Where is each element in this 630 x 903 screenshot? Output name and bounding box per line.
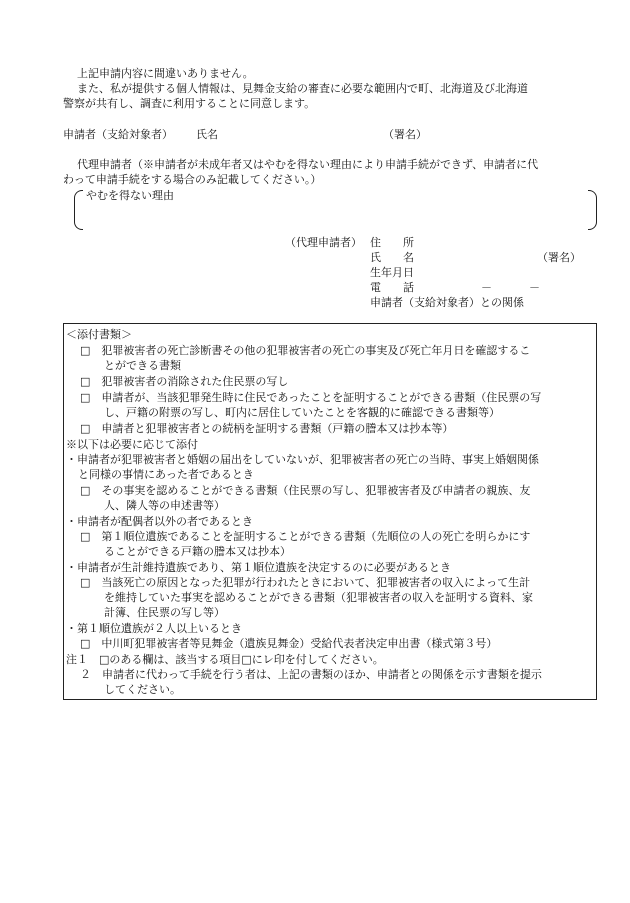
attachment-item-4: □ 申請者と犯罪被害者との続柄を証明する書類（戸籍の謄本又は抄本等） bbox=[80, 422, 454, 435]
proxy-name-label: 氏 名 bbox=[370, 251, 414, 264]
proxy-sign-label: （署名） bbox=[537, 251, 581, 264]
proxy-intro-line-2: わって申請手続をする場合のみ記載してください。） bbox=[63, 173, 322, 186]
condition-4: ・第１順位遺族が２人以上いるとき bbox=[66, 622, 242, 635]
attachment-item-1-line-1: □ 犯罪被害者の死亡診断書その他の犯罪被害者の死亡の事実及び死亡年月日を確認するこ bbox=[80, 344, 531, 357]
attachment-item-1-line-2: とができる書類 bbox=[104, 359, 181, 372]
proxy-address-label: 住 所 bbox=[370, 236, 414, 249]
condition-2: ・申請者が配偶者以外の者であるとき bbox=[66, 515, 253, 528]
attachment-item-3-line-2: し、戸籍の附票の写し、町内に居住していたことを客観的に確認できる書類等） bbox=[104, 406, 500, 419]
declaration-line-1: 上記申請内容に間違いありません。 bbox=[77, 67, 254, 80]
declaration-line-2: また、私が提供する個人情報は、見舞金支給の審査に必要な範囲内で町、北海道及び北海道 bbox=[77, 82, 528, 95]
note-2-line-2: してください。 bbox=[104, 683, 181, 696]
phone-separator-1: － bbox=[481, 281, 492, 294]
proxy-dob-label: 生年月日 bbox=[370, 266, 414, 279]
attachment-item-2: □ 犯罪被害者の消除された住民票の写し bbox=[80, 375, 289, 388]
condition-1-line-2: と同様の事情にあった者であるとき bbox=[78, 468, 254, 481]
applicant-sign-label: （署名） bbox=[383, 128, 427, 141]
proxy-phone-label: 電 話 bbox=[370, 281, 414, 294]
condition-2-item-line-2: ることができる戸籍の謄本又は抄本） bbox=[104, 545, 291, 558]
condition-2-item-line-1: □ 第１順位遺族であることを証明することができる書類（先順位の人の死亡を明らかにす bbox=[80, 530, 531, 543]
condition-1-item-line-2: 人、隣人等の申述書等） bbox=[104, 499, 225, 512]
condition-3-item-line-3: 計簿、住民票の写し等） bbox=[104, 606, 225, 619]
attachment-item-3-line-1: □ 申請者が、当該犯罪発生時に住民であったことを証明することができる書類（住民票の写 bbox=[80, 391, 542, 404]
reason-label: やむを得ない理由 bbox=[86, 189, 174, 202]
attachments-header: ＜添付書類＞ bbox=[66, 328, 132, 341]
note-1: 注１ □のある欄は、該当する項目□にレ印を付してください。 bbox=[66, 653, 384, 666]
condition-3-item-line-2: を維持していた事実を認めることができる書類（犯罪被害者の収入を証明する資料、家 bbox=[104, 591, 533, 604]
optional-note: ※以下は必要に応じて添付 bbox=[66, 438, 198, 451]
applicant-name-label: 氏名 bbox=[196, 128, 218, 141]
proxy-applicant-label: （代理申請者） bbox=[285, 236, 362, 249]
proxy-relation-label: 申請者（支給対象者）との関係 bbox=[370, 296, 524, 309]
applicant-label: 申請者（支給対象者） bbox=[63, 128, 173, 141]
phone-separator-2: － bbox=[529, 281, 540, 294]
declaration-line-3: 警察が共有し、調査に利用することに同意します。 bbox=[63, 97, 316, 110]
condition-1-item-line-1: □ その事実を認めることができる書類（住民票の写し、犯罪被害者及び申請者の親族、友 bbox=[80, 484, 531, 497]
reason-left-bracket bbox=[74, 190, 83, 230]
proxy-intro-line-1: 代理申請者（※申請者が未成年者又はやむを得ない理由により申請手続ができず、申請者に代 bbox=[77, 158, 539, 171]
reason-right-bracket bbox=[588, 190, 597, 230]
condition-1-line-1: ・申請者が犯罪被害者と婚姻の届出をしていないが、犯罪被害者の死亡の当時、事実上婚姻関係 bbox=[66, 453, 539, 466]
condition-3: ・申請者が生計維持遺族であり、第１順位遺族を決定するのに必要があるとき bbox=[66, 561, 451, 574]
note-2-line-1: ２ 申請者に代わって手続を行う者は、上記の書類のほか、申請者との関係を示す書類を提示 bbox=[80, 668, 542, 681]
condition-4-item: □ 中川町犯罪被害者等見舞金（遺族見舞金）受給代表者決定申出書（様式第３号） bbox=[80, 637, 498, 650]
condition-3-item-line-1: □ 当該死亡の原因となった犯罪が行われたときにおいて、犯罪被害者の収入によって生計 bbox=[80, 576, 531, 589]
